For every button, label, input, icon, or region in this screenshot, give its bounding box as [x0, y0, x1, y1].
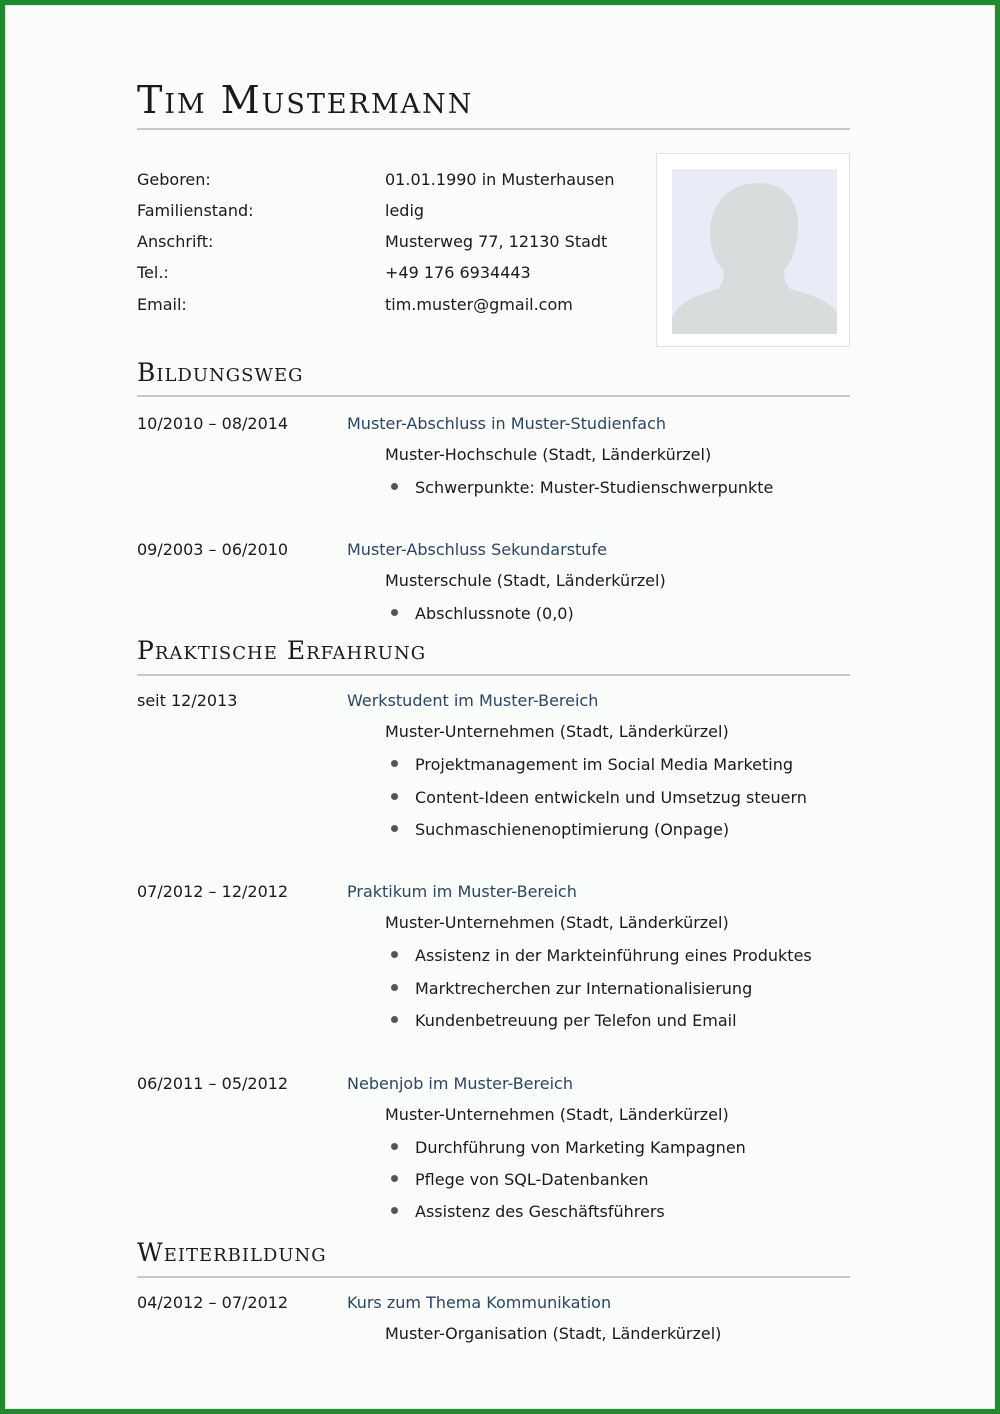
section-divider — [137, 1276, 850, 1278]
label-marital-status: Familienstand: — [137, 201, 254, 220]
bullet-icon — [391, 760, 398, 767]
label-address: Anschrift: — [137, 232, 214, 251]
value-phone: +49 176 6934443 — [385, 263, 531, 282]
entry-organization: Muster-Unternehmen (Stadt, Länderkürzel) — [385, 722, 729, 741]
entry-bullet: Content-Ideen entwickeln und Umsetzug steuern — [415, 788, 807, 807]
entry-title: Praktikum im Muster-Bereich — [347, 882, 577, 901]
bullet-icon — [391, 951, 398, 958]
entry-bullet: Projektmanagement im Social Media Marketing — [415, 755, 793, 774]
entry-title: Muster-Abschluss Sekundarstufe — [347, 540, 607, 559]
section-divider — [137, 395, 850, 397]
entry-date: 04/2012 – 07/2012 — [137, 1293, 289, 1312]
entry-title: Nebenjob im Muster-Bereich — [347, 1074, 573, 1093]
entry-bullet: Pflege von SQL-Datenbanken — [415, 1170, 649, 1189]
entry-bullet: Marktrecherchen zur Internationalisierung — [415, 979, 753, 998]
label-phone: Tel.: — [137, 263, 169, 282]
entry-date: 09/2003 – 06/2010 — [137, 540, 289, 559]
profile-photo — [656, 153, 850, 347]
entry-bullet: Kundenbetreuung per Telefon und Email — [415, 1011, 737, 1030]
entry-bullet: Suchmaschienenoptimierung (Onpage) — [415, 820, 730, 839]
bullet-icon — [391, 984, 398, 991]
entry-organization: Muster-Unternehmen (Stadt, Länderkürzel) — [385, 1105, 729, 1124]
bullet-icon — [391, 609, 398, 616]
entry-bullet: Assistenz in der Markteinführung eines Produktes — [415, 946, 812, 965]
entry-bullet: Abschlussnote (0,0) — [415, 604, 574, 623]
title-divider — [137, 128, 850, 130]
person-silhouette-icon — [672, 169, 837, 334]
entry-title: Muster-Abschluss in Muster-Studienfach — [347, 414, 667, 433]
entry-date: 06/2011 – 05/2012 — [137, 1074, 289, 1093]
bullet-icon — [391, 483, 398, 490]
entry-organization: Muster-Hochschule (Stadt, Länderkürzel) — [385, 445, 712, 464]
entry-date: seit 12/2013 — [137, 691, 238, 710]
entry-bullet: Assistenz des Geschäftsführers — [415, 1202, 665, 1221]
section-title-training: Weiterbildung — [137, 1238, 327, 1267]
entry-title: Kurs zum Thema Kommunikation — [347, 1293, 612, 1312]
entry-bullet: Schwerpunkte: Muster-Studienschwerpunkte — [415, 478, 774, 497]
value-birth: 01.01.1990 in Musterhausen — [385, 170, 615, 189]
section-title-experience: Praktische Erfahrung — [137, 636, 427, 665]
value-address: Musterweg 77, 12130 Stadt — [385, 232, 608, 251]
bullet-icon — [391, 1175, 398, 1182]
entry-date: 07/2012 – 12/2012 — [137, 882, 289, 901]
section-divider — [137, 674, 850, 676]
bullet-icon — [391, 1207, 398, 1214]
value-marital-status: ledig — [385, 201, 425, 220]
label-birth: Geboren: — [137, 170, 211, 189]
section-title-education: Bildungsweg — [137, 358, 304, 387]
entry-organization: Muster-Organisation (Stadt, Länderkürzel) — [385, 1324, 722, 1343]
bullet-icon — [391, 793, 398, 800]
bullet-icon — [391, 825, 398, 832]
value-email: tim.muster@gmail.com — [385, 295, 573, 314]
label-email: Email: — [137, 295, 187, 314]
entry-date: 10/2010 – 08/2014 — [137, 414, 289, 433]
bullet-icon — [391, 1143, 398, 1150]
entry-title: Werkstudent im Muster-Bereich — [347, 691, 599, 710]
page-title: Tim Mustermann — [137, 78, 474, 122]
entry-bullet: Durchführung von Marketing Kampagnen — [415, 1138, 746, 1157]
entry-organization: Muster-Unternehmen (Stadt, Länderkürzel) — [385, 913, 729, 932]
entry-organization: Musterschule (Stadt, Länderkürzel) — [385, 571, 666, 590]
bullet-icon — [391, 1016, 398, 1023]
